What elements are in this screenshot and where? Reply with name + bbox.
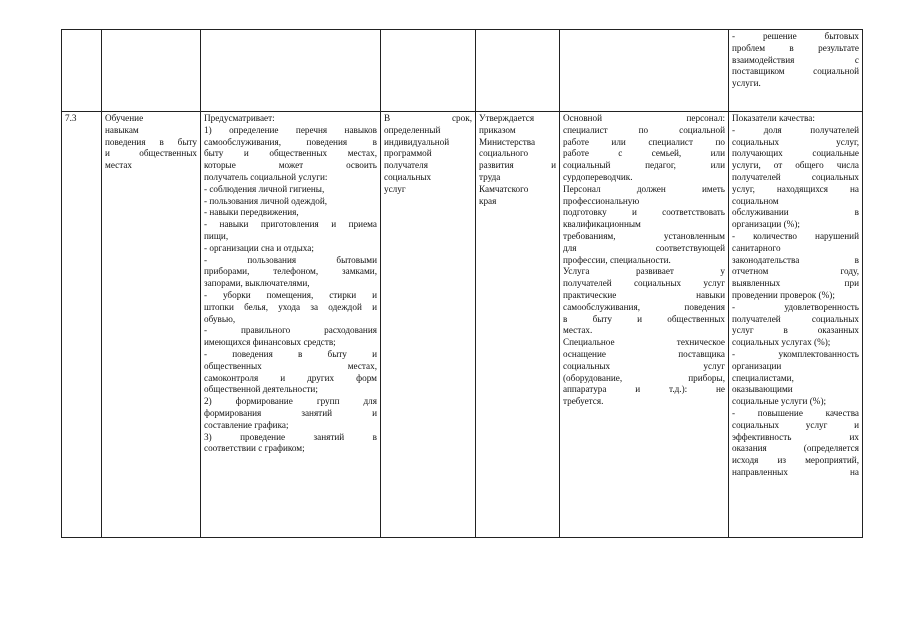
text-line: - пользования бытовыми (204, 254, 377, 265)
text-line: работе с семьей, или (563, 148, 725, 159)
text-line: социальных услуг и (732, 419, 859, 430)
text-line: поведения в быту (105, 136, 197, 147)
text-line: труда (479, 171, 501, 182)
text-line: приказом (479, 124, 516, 135)
text-line: профессии, специальности. (563, 254, 671, 265)
text-line: - правильного расходования (204, 325, 377, 336)
text-line: - организации сна и отдыха; (204, 242, 314, 253)
text-line: законодательства в (732, 254, 859, 265)
text-line: Предусматривает: (204, 113, 275, 123)
cell-description (201, 30, 381, 112)
text-line: подготовку и соответствовать (563, 207, 725, 218)
text-line: В срок, (384, 113, 472, 123)
text-line: Персонал должен иметь (563, 183, 725, 194)
text-line: развития и (479, 160, 556, 171)
text-line: имеющихся финансовых средств; (204, 337, 336, 348)
text-line: специалистами, (732, 372, 794, 383)
cell-indicators (729, 30, 863, 112)
cell-indicators (729, 112, 863, 538)
service-row-7-3 (62, 112, 863, 538)
text-line: 2) формирование групп для (204, 396, 377, 407)
text-line: оснащение поставщика (563, 348, 725, 359)
text-line: (оборудование, приборы, (563, 372, 725, 383)
text-line: проведении проверок (%); (732, 289, 835, 300)
cell-service (102, 112, 201, 538)
text-line: социального (479, 148, 529, 159)
text-line: взаимодействия с (732, 54, 859, 65)
cell-tariff (476, 30, 560, 112)
text-line: санитарного (732, 242, 781, 253)
text-line: которые может освоить (204, 160, 377, 171)
text-line: общественных местах, (204, 360, 377, 371)
text-line: 3) проведение занятий в (204, 431, 377, 442)
text-line: Камчатского (479, 183, 529, 194)
text-line: услуги, от общего числа (732, 160, 859, 171)
text-line: местах. (563, 325, 593, 336)
text-line: Обучение (105, 113, 144, 123)
cell-term (381, 30, 476, 112)
cell-description (201, 112, 381, 538)
text-line: приборами, телефоном, замками, (204, 266, 377, 277)
text-line: работе или специалист по (563, 136, 725, 147)
cell-service (102, 30, 201, 112)
text-line: - соблюдения личной гигиены, (204, 183, 325, 194)
text-line: - удовлетворенность (732, 301, 859, 312)
text-line: социальном (732, 195, 779, 206)
text-line: для соответствующей (563, 242, 725, 253)
cell-tariff (476, 112, 560, 538)
text-line: - доля получателей (732, 124, 859, 135)
cell-number (62, 30, 102, 112)
text-line: навыкам (105, 124, 139, 135)
text-line: - поведения в быту и (204, 348, 377, 359)
text-line: Утверждается (479, 113, 535, 123)
text-line: - решение бытовых (732, 31, 859, 41)
continuation-row (62, 30, 863, 112)
text-line: поставщиком социальной (732, 66, 859, 77)
text-line: организации (732, 360, 782, 371)
text-line: профессиональную (563, 195, 640, 206)
text-line: получатель социальной услуги: (204, 171, 328, 182)
text-line: самообслуживания, поведения в (204, 136, 377, 147)
text-line: социальных услуг, (732, 136, 859, 147)
text-line: программой (384, 148, 432, 159)
text-line: квалификационным (563, 219, 641, 230)
text-line: получателей социальных (732, 171, 859, 182)
cell-conditions (560, 30, 729, 112)
text-line: организации (%); (732, 219, 800, 230)
text-line: - повышение качества (732, 407, 859, 418)
text-line: требованиям, установленным (563, 230, 725, 241)
text-line: отчетном году, (732, 266, 859, 277)
text-line: аппаратура и т.д.): не (563, 384, 725, 395)
text-line: исходя из мероприятий, (732, 455, 859, 466)
text-line: получателя (384, 160, 428, 171)
text-line: индивидуальной (384, 136, 450, 147)
text-line: оказания (определяется (732, 443, 859, 454)
text-line: 1) определение перечня навыков (204, 124, 377, 135)
text-line: самообслуживания, поведения (563, 301, 725, 312)
text-line: социальных услугах (%); (732, 337, 831, 348)
text-line: края (479, 195, 497, 206)
text-line: Министерства (479, 136, 536, 147)
text-line: сурдопереводчик. (563, 171, 633, 182)
text-line: услуги. (732, 78, 761, 89)
text-line: - навыки передвижения, (204, 207, 299, 218)
text-line: самоконтроля и других форм (204, 372, 377, 383)
text-line: обувью, (204, 313, 236, 324)
cell-number (62, 112, 102, 538)
text-line: - уборки помещения, стирки и (204, 289, 377, 300)
cell-term (381, 112, 476, 538)
text-line: обслуживании в (732, 207, 859, 218)
text-line: услуг в оказанных (732, 325, 859, 336)
text-line: в быту и общественных (563, 313, 725, 324)
text-line: соответствии с графиком; (204, 443, 305, 454)
text-line: - укомплектованность (732, 348, 859, 359)
text-line: штопки белья, ухода за одеждой и (204, 301, 377, 312)
text-line: Основной персонал: (563, 113, 725, 123)
text-line: социальный педагог, или (563, 160, 725, 171)
text-line: получателей социальных (732, 313, 859, 324)
text-line: составление графика; (204, 419, 289, 430)
text-line: - пользования личной одеждой, (204, 195, 328, 206)
text-line: получающих социальные (732, 148, 859, 159)
text-line: получателей социальных услуг (563, 278, 725, 289)
text-line: запорами, выключателями, (204, 278, 310, 289)
text-line: определенный (384, 124, 441, 135)
text-line: услуг, находящихся на (732, 183, 859, 194)
text-line: специалист по социальной (563, 124, 725, 135)
text-line: общественной деятельности; (204, 384, 318, 395)
text-line: и общественных (105, 148, 197, 159)
text-line: оказывающими (732, 384, 793, 395)
text-line: пищи, (204, 230, 229, 241)
text-line: - количество нарушений (732, 230, 859, 241)
text-line: Показатели качества: (732, 113, 815, 123)
text-line: эффективность их (732, 431, 859, 442)
text-line: формирования занятий и (204, 407, 377, 418)
row-number: 7.3 (65, 113, 77, 123)
text-line: практические навыки (563, 289, 725, 300)
text-line: местах (105, 160, 132, 171)
text-line: социальных (384, 171, 432, 182)
text-line: проблем в результате (732, 42, 859, 53)
cell-conditions (560, 112, 729, 538)
text-line: Специальное техническое (563, 337, 725, 348)
text-line: быту и общественных местах, (204, 148, 377, 159)
text-line: направленных на (732, 466, 859, 477)
text-line: выявленных при (732, 278, 859, 289)
text-line: услуг (384, 183, 406, 194)
text-line: социальных услуг (563, 360, 725, 371)
text-line: Услуга развивает у (563, 266, 725, 277)
text-line: социальные услуги (%); (732, 396, 827, 407)
text-line: требуется. (563, 396, 604, 407)
services-table (61, 29, 863, 538)
text-line: - навыки приготовления и приема (204, 219, 377, 230)
